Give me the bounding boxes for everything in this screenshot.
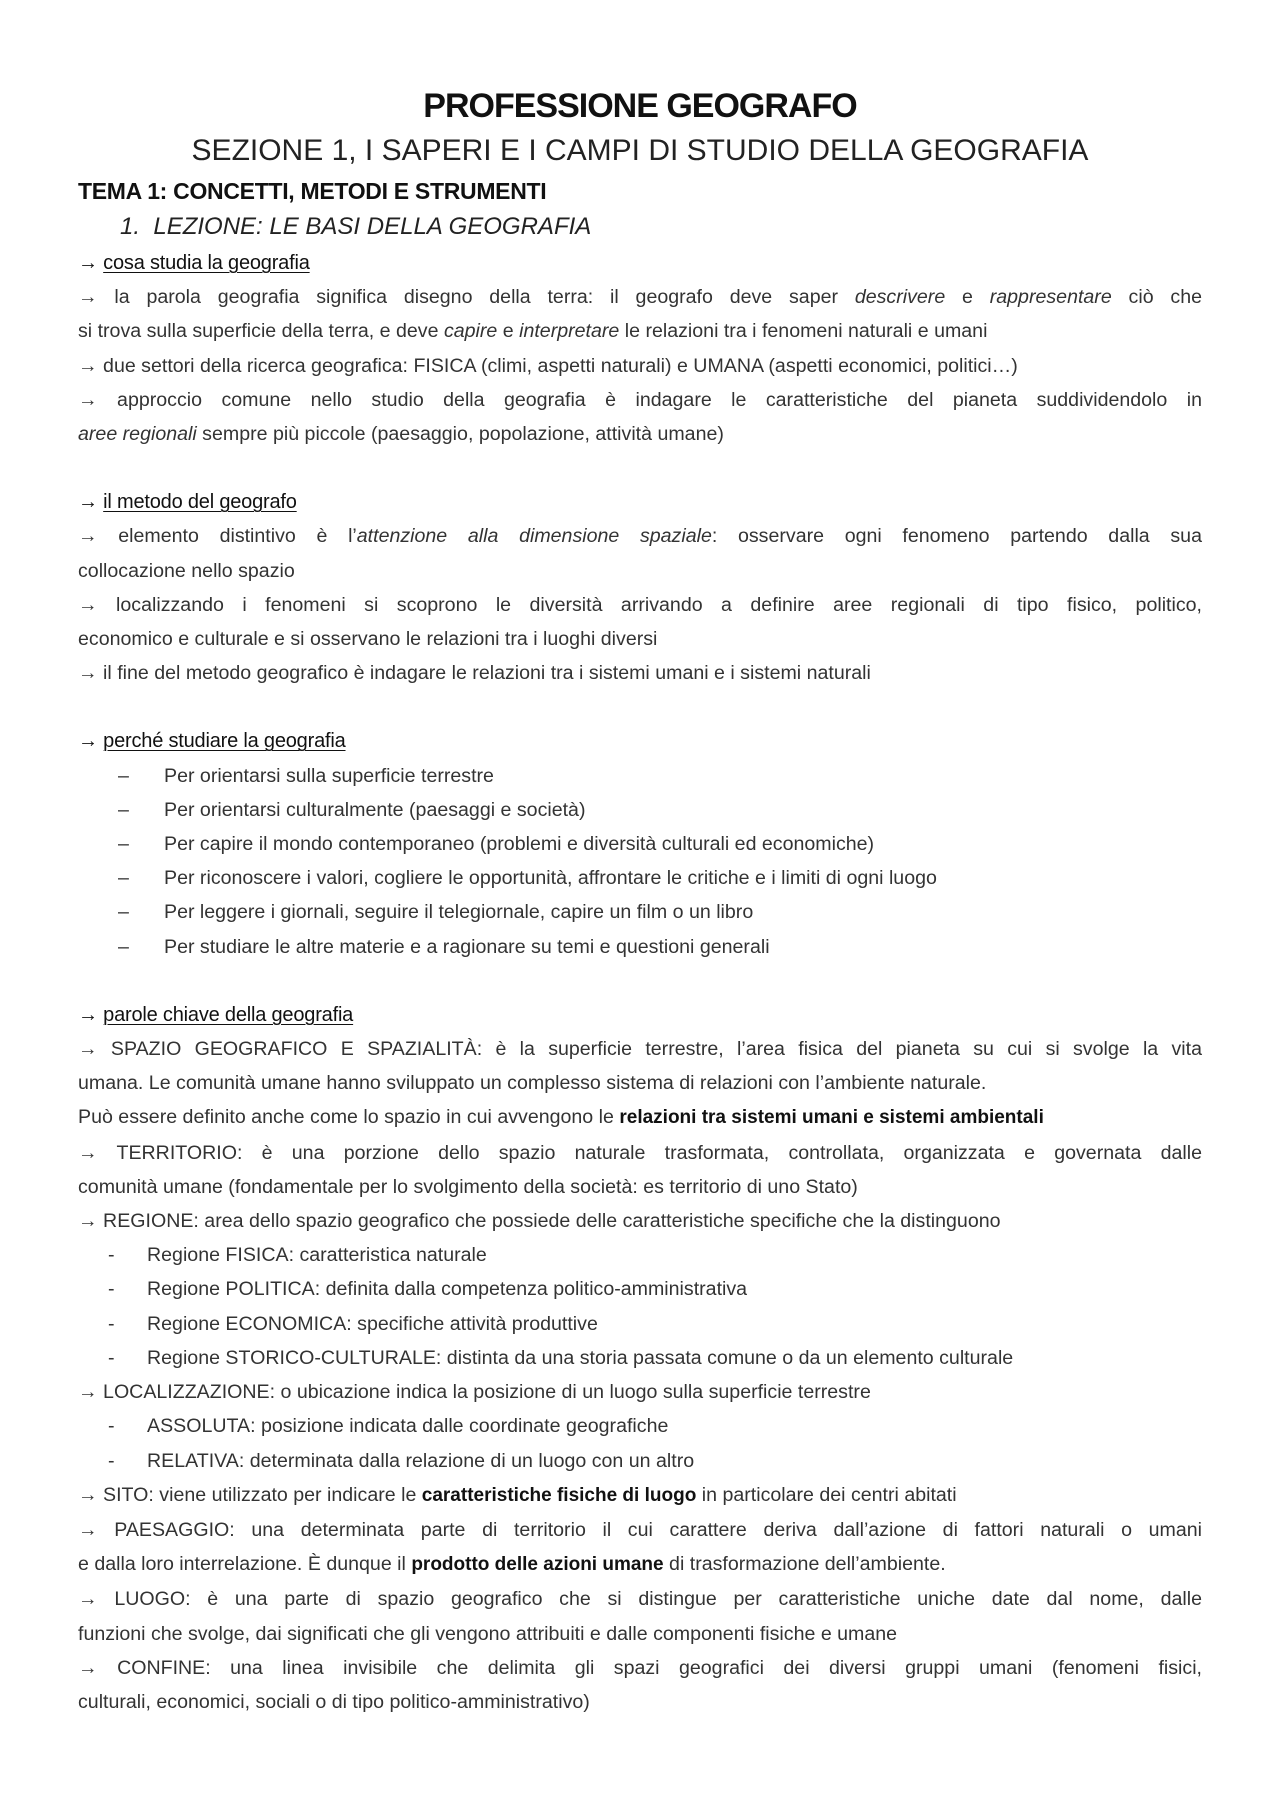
arrow-icon: → [78,1210,98,1233]
hyphen-bullet-icon: - [108,1346,115,1369]
heading-cosa-studia: → cosa studia la geografia [78,252,310,274]
arrow-icon: → [78,1518,98,1541]
paragraph-line: Può essere definito anche come lo spazio in cui avvengono le relazioni tra sistemi umani e sistemi ambientali [78,1106,1044,1129]
list-item: – Per studiare le altre materie e a ragionare su temi e questioni generali [78,930,1202,964]
section-title: SEZIONE 1, I SAPERI E I CAMPI DI STUDIO DELLA GEOGRAFIA [191,134,1089,167]
lezione-heading [120,208,1202,246]
paragraph-line: economico e culturale e si osservano le relazioni tra i luoghi diversi [78,628,658,651]
hyphen-bullet-icon: - [108,1244,115,1267]
paragraph-line: → la parola geografia significa disegno della terra: il geografo deve saper descrivere e rappresentare ciò che [78,286,1202,309]
list-item: – Per capire il mondo contemporaneo (problemi e diversità culturali ed economiche) [78,827,1202,861]
arrow-icon: → [78,1003,98,1026]
paragraph-line: → due settori della ricerca geografica: FISICA (climi, aspetti naturali) e UMANA (aspetti economici, politici…) [78,354,1018,377]
list-item: - ASSOLUTA: posizione indicata dalle coordinate geografiche [78,1409,1202,1443]
paragraph-line: → PAESAGGIO: una determinata parte di territorio il cui carattere deriva dall’azione di fattori naturali o umani [78,1518,1202,1541]
document-title: PROFESSIONE GEOGRAFO [423,87,857,125]
paragraph-line: → TERRITORIO: è una porzione dello spazio naturale trasformata, controllata, organizzata e governata dalle [78,1141,1202,1164]
paragraph-line: → SITO: viene utilizzato per indicare le caratteristiche fisiche di luogo in particolare dei centri abitati [78,1483,957,1506]
list-item: – Per orientarsi culturalmente (paesaggi e società) [78,793,1202,827]
list-item: – Per leggere i giornali, seguire il telegiornale, capire un film o un libro [78,895,1202,929]
paragraph-line: collocazione nello spazio [78,559,295,582]
heading-metodo: → il metodo del geografo [78,491,297,514]
heading-perche: → perché studiare la geografia [78,730,346,753]
hyphen-bullet-icon: - [108,1415,115,1438]
spacer [78,964,1202,998]
arrow-icon: → [78,1038,98,1061]
list-item: - Regione STORICO-CULTURALE: distinta da una storia passata comune o da un elemento culturale [78,1341,1202,1375]
hyphen-bullet-icon: - [108,1449,115,1472]
arrow-icon: → [78,525,98,548]
arrow-icon: → [78,491,98,514]
arrow-icon: → [78,593,98,616]
arrow-icon: → [78,1381,98,1404]
list-item: - Regione ECONOMICA: specifiche attività produttive [78,1307,1202,1341]
paragraph-line: umana. Le comunità umane hanno sviluppato un complesso sistema di relazioni con l’ambiente naturale. [78,1072,987,1095]
dash-bullet-icon: – [118,833,129,856]
paragraph-line: → localizzando i fenomeni si scoprono le diversità arrivando a definire aree regionali di tipo fisico, politico, [78,593,1202,616]
paragraph-line: → LOCALIZZAZIONE: o ubicazione indica la posizione di un luogo sulla superficie terrestre [78,1381,871,1404]
paragraph-line: funzioni che svolge, dai significati che gli vengono attribuiti e dalle componenti fisiche e umane [78,1622,898,1645]
dash-bullet-icon: – [118,798,129,821]
spacer [78,690,1202,724]
arrow-icon: → [78,1588,98,1611]
paragraph-line: → REGIONE: area dello spazio geografico che possiede delle caratteristiche specifiche che la distinguono [78,1210,1001,1233]
arrow-icon: → [78,1483,98,1506]
paragraph-line: → LUOGO: è una parte di spazio geografico che si distingue per caratteristiche uniche date dal nome, dalle [78,1588,1202,1611]
list-item: – Per riconoscere i valori, cogliere le opportunità, affrontare le critiche e i limiti di ogni luogo [78,861,1202,895]
tema-heading: TEMA 1: CONCETTI, METODI E STRUMENTI [78,178,547,204]
paragraph-line: culturali, economici, sociali o di tipo politico-amministrativo) [78,1690,590,1713]
lezione-number: 1. [120,213,141,240]
hyphen-bullet-icon: - [108,1312,115,1335]
paragraph-line: → il fine del metodo geografico è indagare le relazioni tra i sistemi umani e i sistemi naturali [78,662,871,685]
paragraph-line: aree regionali sempre più piccole (paesaggio, popolazione, attività umane) [78,423,724,446]
list-item: - RELATIVA: determinata dalla relazione di un luogo con un altro [78,1444,1202,1478]
paragraph-line: → elemento distintivo è l’attenzione alla dimensione spaziale: osservare ogni fenomeno partendo dalla sua [78,525,1202,548]
dash-bullet-icon: – [118,764,129,787]
arrow-icon: → [78,286,98,309]
lezione-title: LEZIONE: LE BASI DELLA GEOGRAFIA [153,213,592,240]
paragraph-line: → approccio comune nello studio della geografia è indagare le caratteristiche del pianeta suddividendolo in [78,388,1202,411]
paragraph-line: → CONFINE: una linea invisibile che delimita gli spazi geografici dei diversi gruppi umani (fenomeni fisici, [78,1656,1202,1679]
arrow-icon: → [78,252,98,274]
arrow-icon: → [78,388,98,411]
list-item: – Per orientarsi sulla superficie terrestre [78,759,1202,793]
list-item: - Regione POLITICA: definita dalla competenza politico-amministrativa [78,1272,1202,1306]
dash-bullet-icon: – [118,901,129,924]
arrow-icon: → [78,730,98,753]
arrow-icon: → [78,1141,98,1164]
list-item: - Regione FISICA: caratteristica naturale [78,1238,1202,1272]
spacer [78,451,1202,485]
heading-parole-chiave: → parole chiave della geografia [78,1003,354,1026]
dash-bullet-icon: – [118,935,129,958]
highlight-text: relazioni tra sistemi umani e sistemi ambientali [619,1107,1044,1129]
highlight-text: prodotto delle azioni umane [411,1554,664,1576]
arrow-icon: → [78,662,98,685]
paragraph-line: si trova sulla superficie della terra, e deve capire e interpretare le relazioni tra i fenomeni naturali e umani [78,320,988,343]
paragraph-line: e dalla loro interrelazione. È dunque il prodotto delle azioni umane di trasformazione dell’ambiente. [78,1553,946,1576]
paragraph-line: comunità umane (fondamentale per lo svolgimento della società: es territorio di uno Stato) [78,1175,858,1198]
arrow-icon: → [78,1656,98,1679]
arrow-icon: → [78,354,98,377]
hyphen-bullet-icon: - [108,1278,115,1301]
paragraph-line: → SPAZIO GEOGRAFICO E SPAZIALITÀ: è la superficie terrestre, l’area fisica del pianeta su cui si svolge la vita [78,1038,1202,1061]
highlight-text: caratteristiche fisiche di luogo [421,1484,697,1506]
dash-bullet-icon: – [118,867,129,890]
